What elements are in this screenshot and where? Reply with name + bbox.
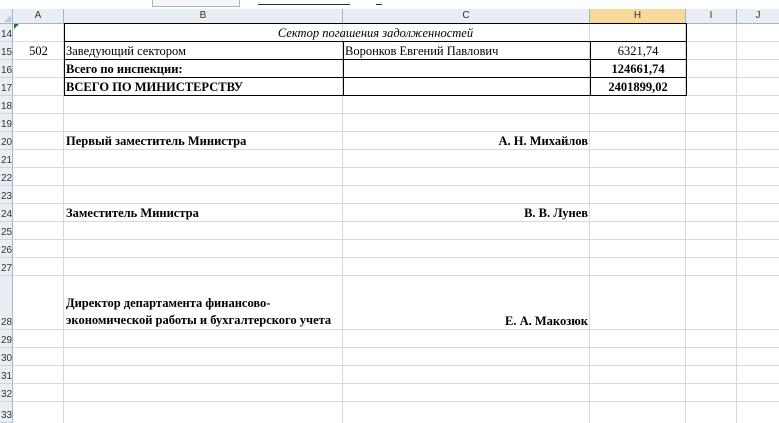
cell-b20[interactable]: Первый заместитель Министра [66,134,247,148]
row-header[interactable]: 16 [0,60,13,78]
cell-b24[interactable]: Заместитель Министра [66,206,199,220]
cell-h16[interactable]: 124661,74 [611,62,665,76]
column-header-c[interactable]: C [343,9,590,23]
cell-c20[interactable]: А. Н. Михайлов [498,134,588,148]
cell-h15[interactable]: 6321,74 [617,44,659,58]
underline-mark [258,4,350,5]
select-all-button[interactable] [0,9,13,23]
row-header[interactable]: 19 [0,114,13,132]
row-header[interactable]: 31 [0,366,13,384]
row-header[interactable]: 27 [0,258,13,276]
cell-h17[interactable]: 2401899,02 [608,80,668,94]
row-header[interactable]: 29 [0,330,13,348]
cell-b17[interactable]: ВСЕГО ПО МИНИСТЕРСТВУ [66,80,244,94]
cell-c28[interactable]: Е. А. Макозюк [505,314,588,328]
column-header-a[interactable]: A [13,9,64,23]
row-header[interactable]: 24 [0,204,13,222]
underline-mark [376,4,382,5]
row-header[interactable]: 30 [0,348,13,366]
ribbon-remnant [0,0,779,9]
cell-b16[interactable]: Всего по инспекции: [66,62,183,76]
cell-a15[interactable]: 502 [29,44,48,58]
row-header[interactable]: 28 [0,276,13,330]
row-header[interactable]: 18 [0,96,13,114]
cell-c24[interactable]: В. В. Лунев [524,206,588,220]
error-indicator-icon [14,24,19,29]
row-header[interactable]: 21 [0,150,13,168]
column-header-j[interactable]: J [755,10,761,21]
row-header[interactable]: 23 [0,186,13,204]
row-header[interactable]: 25 [0,222,13,240]
row-header[interactable]: 15 [0,42,13,60]
row-header[interactable]: 20 [0,132,13,150]
cell-c15[interactable]: Воронков Евгений Павлович [345,44,499,58]
row-header[interactable]: 17 [0,78,13,96]
cell-b28[interactable]: Директор департамента финансово-экономической работы и бухгалтерского учета [66,296,332,327]
column-header-b[interactable]: B [64,9,343,23]
cell-b15[interactable]: Заведующий сектором [66,44,186,58]
column-header-i[interactable]: I [686,9,737,23]
section-title-cell[interactable]: Сектор погашения задолженностей [277,26,474,40]
row-header[interactable]: 22 [0,168,13,186]
row-header[interactable]: 14 [0,24,13,42]
row-header[interactable]: 32 [0,384,13,402]
row-header[interactable]: 33 [0,402,13,423]
tab-remnant [152,0,240,7]
column-header-bar [0,9,779,24]
row-header[interactable]: 26 [0,240,13,258]
column-header-h[interactable]: H [590,9,686,23]
